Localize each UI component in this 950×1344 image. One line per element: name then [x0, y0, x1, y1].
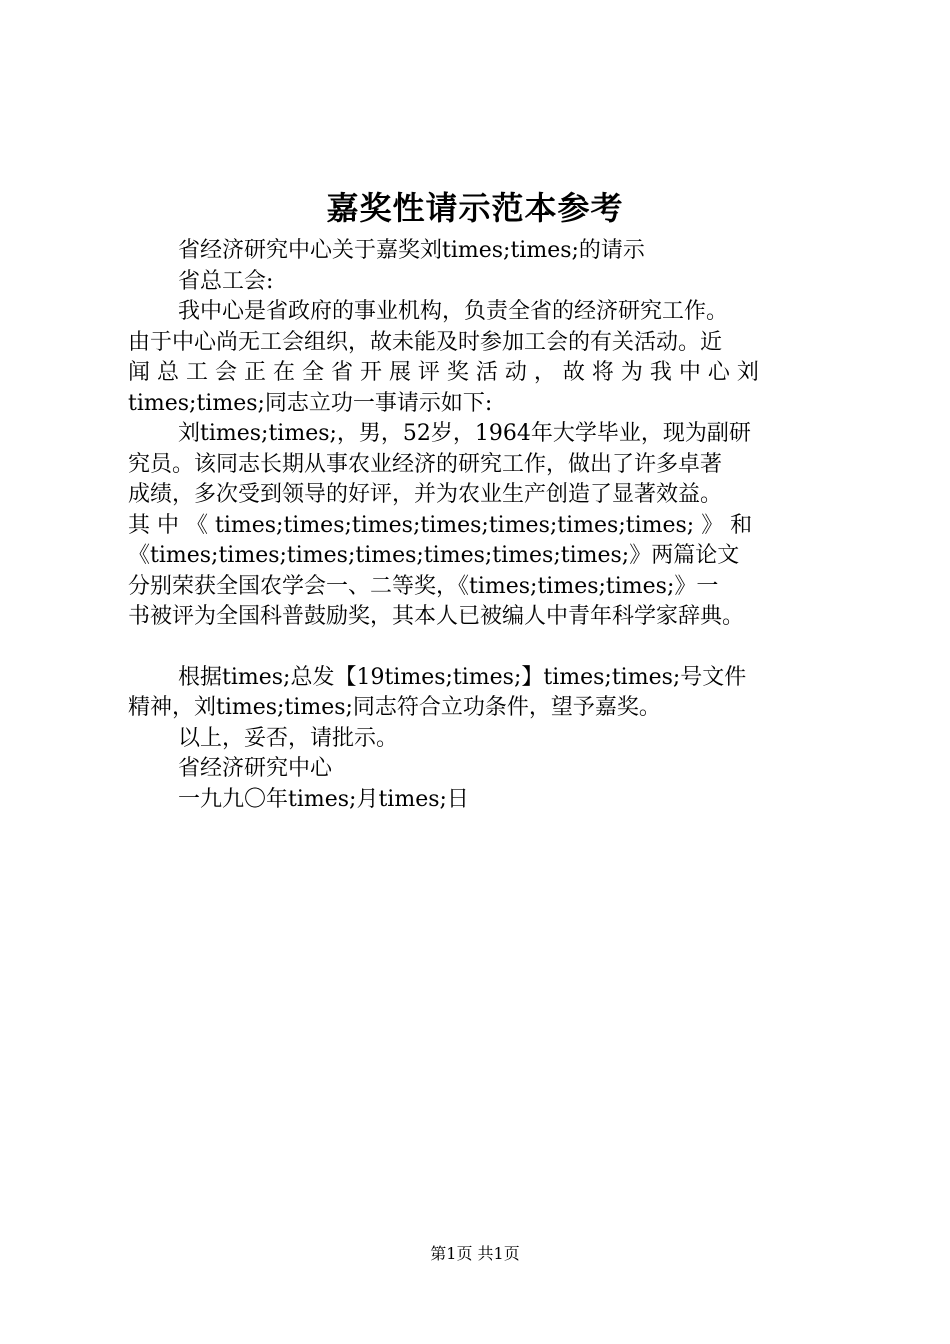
paragraph-line: 书被评为全国科普鼓励奖，其本人已被编人中青年科学家辞典。 [128, 604, 745, 629]
paragraph-line: 分别荣获全国农学会一、二等奖，《times;times;times;》一 [128, 573, 719, 599]
paragraph-line: 由于中心尚无工会组织，故未能及时参加工会的有关活动。近 [128, 329, 723, 355]
paragraph-line: 我中心是省政府的事业机构，负责全省的经济研究工作。 [178, 299, 729, 324]
paragraph-line: times;times;同志立功一事请示如下: [128, 390, 493, 416]
paragraph-gap [128, 633, 832, 663]
recipient-line: 省总工会: [178, 268, 274, 294]
paragraph-line: 究员。该同志长期从事农业经济的研究工作，做出了许多卓著 [128, 451, 723, 477]
document-body [128, 236, 832, 815]
paragraph-line: 精神，刘times;times;同志符合立功条件，望予嘉奖。 [128, 695, 661, 720]
paragraph-line: 《times;times;times;times;times;times;times;》两篇论文 [128, 543, 740, 568]
paragraph-line: 刘times;times;，男，52岁，1964年大学毕业，现为副研 [178, 421, 751, 446]
signature-date: 一九九〇年times;月times;日 [178, 786, 469, 812]
subject-line: 省经济研究中心关于嘉奖刘times;times;的请示 [178, 238, 645, 263]
paragraph-line: 闻 总 工 会 正 在 全 省 开 展 评 奖 活 动 ， 故 将 为 我 中 心 刘 [128, 360, 759, 385]
paragraph-line: 成绩，多次受到领导的好评，并为农业生产创造了显著效益。 [128, 482, 723, 507]
paragraph-line: 其 中 《 times;times;times;times;times;times;times; 》 和 [128, 512, 753, 538]
paragraph-line: 根据times;总发【19times;times;】times;times;号文件 [178, 664, 747, 690]
signature-org: 省经济研究中心 [178, 756, 333, 781]
closing-line: 以上，妥否，请批示。 [178, 725, 399, 751]
document-title: 嘉奖性请示范本参考 [326, 189, 624, 227]
page-footer: 第1页 共1页 [430, 1244, 520, 1263]
